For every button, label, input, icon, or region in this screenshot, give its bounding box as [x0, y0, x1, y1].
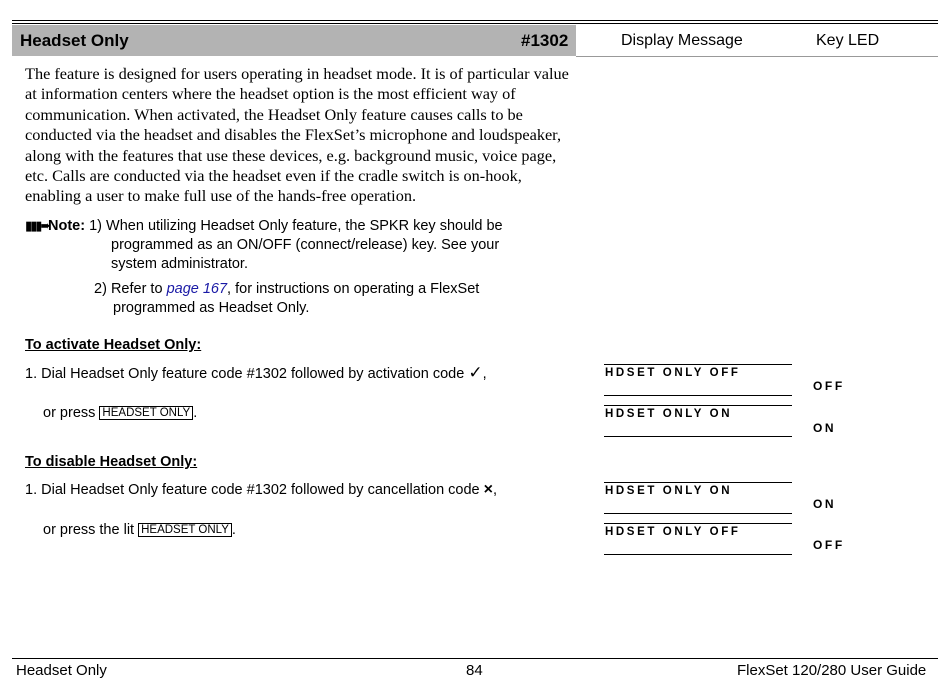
key-led-status: OFF — [813, 379, 845, 393]
top-rule-thin — [12, 23, 938, 24]
display-message-box — [604, 364, 792, 396]
top-rule-thick — [12, 20, 938, 21]
note-arrow-icon: ▮▮▮➨ — [25, 218, 50, 233]
disable-alt-text: or press the lit — [43, 522, 135, 538]
activate-alt-text: or press — [43, 405, 96, 421]
feature-description: The feature is designed for users operating in headset mode. It is of particular value at information centers where the headset option is the most efficient way of communication. When activated, the Headset Only feature causes calls to be conducted via the headset and disables the FlexSet’s microphone and loudspeaker, along with the features that use these devices, e.g. background music, voice page, etc. Calls are conducted via the headset even if the cradle switch is on-hook, enabling a user to make full use of the hands-free operation. — [25, 64, 569, 206]
note-item-2-number: 2) — [94, 281, 107, 297]
feature-code: #1302 — [521, 31, 569, 50]
disable-step-1 — [25, 480, 497, 500]
disable-step-1-end: , — [493, 482, 498, 498]
disable-step-1-text: 1. Dial Headset Only feature code #1302 followed by cancellation code — [25, 482, 480, 498]
note-item-1-line-1: When utilizing Headset Only feature, the SPKR key should be — [106, 218, 503, 234]
page-title: Headset Only — [20, 31, 129, 50]
checkmark-icon: ✓ — [468, 363, 483, 382]
disable-alt — [43, 521, 236, 540]
disable-alt-end: . — [231, 522, 236, 538]
display-message-column-header: Display Message — [621, 32, 743, 49]
page-167-link[interactable]: page 167 — [166, 281, 228, 297]
note-item-2-pre: Refer to — [110, 281, 163, 297]
activate-alt — [43, 404, 197, 423]
display-message-text: HDSET ONLY ON — [605, 408, 733, 420]
disable-heading: To disable Headset Only: — [25, 454, 198, 470]
footer-guide-title: FlexSet 120/280 User Guide — [737, 662, 927, 679]
cross-icon: × — [483, 481, 493, 498]
footer-section-title: Headset Only — [16, 662, 107, 679]
note-item-1-line-2: programmed as an ON/OFF (connect/release) key. See your — [111, 237, 500, 253]
activate-alt-end: . — [193, 405, 198, 421]
note-item-1 — [48, 217, 588, 236]
display-message-text: HDSET ONLY ON — [605, 485, 733, 497]
activate-step-1-end: , — [482, 366, 487, 382]
note-item-2-line-2: programmed as Headset Only. — [113, 300, 310, 316]
footer-page-number: 84 — [466, 662, 483, 679]
key-led-status: OFF — [813, 538, 845, 552]
activate-step-1-text: 1. Dial Headset Only feature code #1302 followed by activation code — [25, 366, 465, 382]
header-underline — [576, 56, 938, 57]
activate-heading: To activate Headset Only: — [25, 337, 202, 353]
key-led-column-header: Key LED — [816, 32, 880, 49]
key-led-status: ON — [813, 421, 837, 435]
display-message-text: HDSET ONLY OFF — [605, 526, 741, 538]
key-led-status: ON — [813, 497, 837, 511]
note-item-2-post: , for instructions on operating a FlexSet — [227, 281, 480, 297]
note-item-2 — [94, 280, 584, 318]
footer-rule — [12, 658, 938, 659]
display-message-box — [604, 482, 792, 514]
display-message-box — [604, 523, 792, 555]
note-block — [48, 217, 588, 274]
note-label: Note: — [48, 218, 86, 234]
display-message-box — [604, 405, 792, 437]
display-message-text: HDSET ONLY OFF — [605, 367, 741, 379]
note-item-1-number: 1) — [89, 218, 102, 234]
note-item-1-line-3: system administrator. — [111, 256, 248, 272]
activate-step-1 — [25, 363, 487, 384]
headset-only-key[interactable]: HEADSET ONLY — [99, 406, 193, 420]
lit-headset-only-key[interactable]: HEADSET ONLY — [138, 523, 232, 537]
